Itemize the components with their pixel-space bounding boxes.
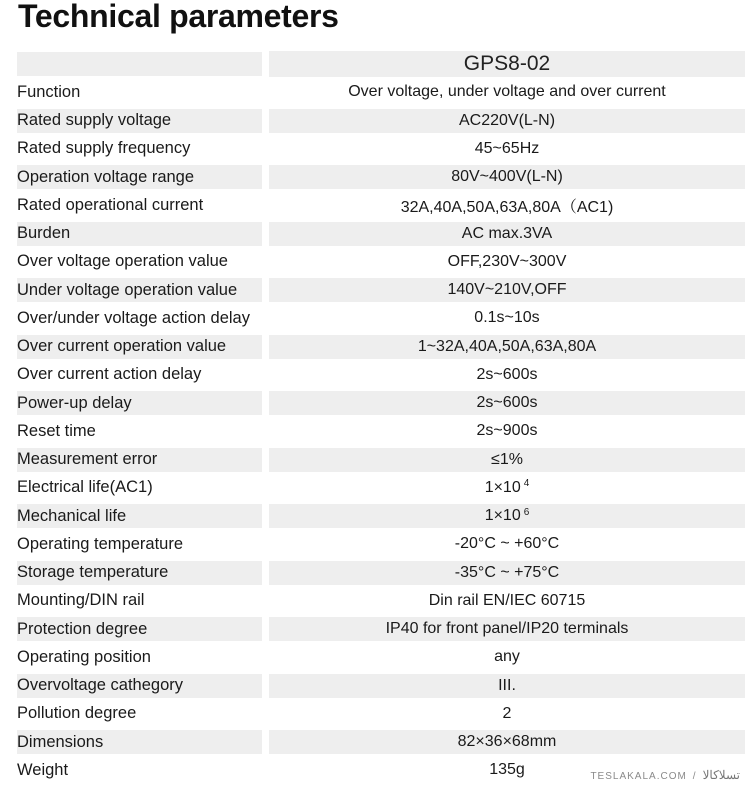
parameter-label — [17, 674, 262, 698]
table-row — [0, 248, 752, 276]
parameter-value — [269, 645, 745, 669]
parameter-value-text: 0.1s~10s — [474, 309, 540, 327]
exponent: 6 — [523, 506, 530, 518]
exponent: 4 — [523, 478, 530, 490]
parameter-value-text: ≤1% — [491, 450, 523, 468]
parameter-value-text: 80V~400V(L-N) — [451, 168, 563, 185]
parameter-value-text: III. — [498, 676, 516, 694]
watermark — [590, 768, 740, 782]
parameter-label-text: Power-up delay — [17, 393, 132, 412]
parameter-label-text: Over current action delay — [17, 365, 202, 384]
parameter-label-text: Mounting/DIN rail — [17, 591, 145, 610]
watermark-latin: TESLAKALA.COM — [590, 771, 687, 782]
table-header-row — [0, 50, 752, 78]
parameter-label — [17, 758, 262, 782]
parameter-value — [269, 80, 745, 104]
parameter-label — [17, 306, 262, 330]
parameter-value-text: 2s~600s — [476, 365, 538, 383]
parameter-value — [269, 674, 745, 698]
parameter-value — [269, 476, 745, 500]
table-row — [0, 417, 752, 445]
parameter-label-text: Overvoltage cathegory — [17, 676, 184, 694]
table-row — [0, 643, 752, 671]
parameter-label — [17, 532, 262, 556]
parameter-label — [17, 222, 262, 246]
table-row — [0, 446, 752, 474]
parameter-label-text: Burden — [17, 224, 71, 242]
parameter-value — [269, 109, 745, 133]
table-row — [0, 220, 752, 248]
table-row — [0, 474, 752, 502]
table-row — [0, 135, 752, 163]
parameter-value-text: 140V~210V,OFF — [447, 281, 567, 298]
table-row — [0, 530, 752, 558]
parameter-value-text: 45~65Hz — [474, 139, 540, 157]
table-row — [0, 389, 752, 417]
parameter-value-text: 1×10 — [484, 478, 521, 496]
parameter-label-text: Rated supply voltage — [17, 111, 172, 129]
parameter-label — [17, 335, 262, 359]
parameter-value — [269, 222, 745, 246]
parameter-value — [269, 165, 745, 189]
parameter-value — [269, 532, 745, 556]
parameter-value — [269, 730, 745, 754]
page-title: Technical parameters — [18, 0, 339, 34]
parameter-value — [269, 278, 745, 302]
table-row — [0, 107, 752, 135]
parameter-label — [17, 702, 262, 726]
parameter-label-text: Under voltage operation value — [17, 280, 238, 299]
table-row — [0, 78, 752, 106]
parameter-label — [17, 448, 262, 472]
parameter-label — [17, 137, 262, 161]
parameter-value-text: -20°C ~ +60°C — [454, 535, 560, 553]
parameter-label-text: Over voltage operation value — [17, 252, 228, 271]
parameter-value — [269, 504, 745, 528]
watermark-separator: / — [692, 771, 697, 782]
parameter-value-text: 82×36×68mm — [457, 733, 557, 750]
parameter-value — [269, 702, 745, 726]
table-row — [0, 333, 752, 361]
parameter-value — [269, 137, 745, 161]
parameter-value-text: 2s~900s — [476, 422, 538, 440]
parameter-label — [17, 419, 262, 443]
parameter-value — [269, 391, 745, 415]
parameter-label-text: Storage temperature — [17, 563, 169, 581]
spec-table — [0, 50, 752, 785]
parameter-value-text: IP40 for front panel/IP20 terminals — [385, 620, 629, 637]
table-row — [0, 163, 752, 191]
parameter-label — [17, 391, 262, 415]
parameter-value-text: 1×10 — [484, 507, 521, 524]
parameter-label — [17, 730, 262, 754]
parameter-label-text: Operating position — [17, 647, 151, 666]
parameter-label-text: Weight — [17, 760, 69, 779]
table-row — [0, 700, 752, 728]
parameter-label — [17, 250, 262, 274]
header-blank-cell — [17, 52, 262, 76]
parameter-label — [17, 109, 262, 133]
parameter-label-text: Reset time — [17, 421, 96, 440]
parameter-value — [269, 617, 745, 641]
table-row — [0, 587, 752, 615]
parameter-value-text: AC220V(L-N) — [458, 111, 556, 129]
parameter-label-text: Over/under voltage action delay — [17, 308, 250, 327]
parameter-label — [17, 80, 262, 104]
parameter-label-text: Rated supply frequency — [17, 139, 191, 158]
parameter-label-text: Operation voltage range — [17, 167, 195, 186]
table-row — [0, 615, 752, 643]
parameter-label-text: Pollution degree — [17, 704, 137, 723]
parameter-label — [17, 645, 262, 669]
parameter-value — [269, 193, 745, 217]
parameter-label — [17, 561, 262, 585]
parameter-label-text: Mechanical life — [17, 506, 127, 525]
parameter-label-text: Function — [17, 82, 81, 101]
parameter-value — [269, 589, 745, 613]
parameter-value-text: AC max.3VA — [461, 224, 553, 242]
parameter-label — [17, 504, 262, 528]
parameter-value — [269, 448, 745, 472]
parameter-label — [17, 617, 262, 641]
parameter-value-text: Din rail EN/IEC 60715 — [428, 591, 586, 609]
parameter-value-text: -35°C ~ +75°C — [454, 563, 560, 581]
parameter-label — [17, 476, 262, 500]
parameter-label — [17, 589, 262, 613]
parameter-label — [17, 363, 262, 387]
parameter-value-text: 2s~600s — [476, 394, 538, 411]
parameter-value — [269, 561, 745, 585]
parameter-value-text: any — [494, 648, 520, 666]
parameter-label-text: Over current operation value — [17, 337, 227, 355]
parameter-label-text: Measurement error — [17, 450, 158, 468]
watermark-arabic: تسلاکالا — [702, 768, 740, 782]
parameter-value-text: 32A,40A,50A,63A,80A（AC1) — [400, 198, 614, 216]
parameter-value — [269, 419, 745, 443]
parameter-label — [17, 278, 262, 302]
parameter-label-text: Electrical life(AC1) — [17, 478, 153, 497]
parameter-value-text: OFF,230V~300V — [447, 252, 567, 270]
table-row — [0, 191, 752, 219]
parameter-label — [17, 193, 262, 217]
table-row — [0, 304, 752, 332]
parameter-label-text: Operating temperature — [17, 534, 184, 553]
table-row — [0, 672, 752, 700]
table-row — [0, 361, 752, 389]
parameter-label — [17, 165, 262, 189]
table-row — [0, 559, 752, 587]
parameter-value — [269, 363, 745, 387]
parameter-value-text: 1~32A,40A,50A,63A,80A — [417, 337, 597, 355]
parameter-value-text: 135g — [489, 761, 525, 779]
table-row — [0, 276, 752, 304]
parameter-label-text: Rated operational current — [17, 195, 204, 214]
parameter-value — [269, 250, 745, 274]
table-row — [0, 502, 752, 530]
parameter-value — [269, 335, 745, 359]
parameter-label-text: Protection degree — [17, 619, 148, 638]
parameter-value — [269, 306, 745, 330]
table-row — [0, 728, 752, 756]
model-header: GPS8-02 — [269, 51, 745, 77]
parameter-value-text: Over voltage, under voltage and over current — [348, 83, 666, 101]
parameter-label-text: Dimensions — [17, 732, 104, 751]
parameter-value-text: 2 — [502, 704, 512, 722]
